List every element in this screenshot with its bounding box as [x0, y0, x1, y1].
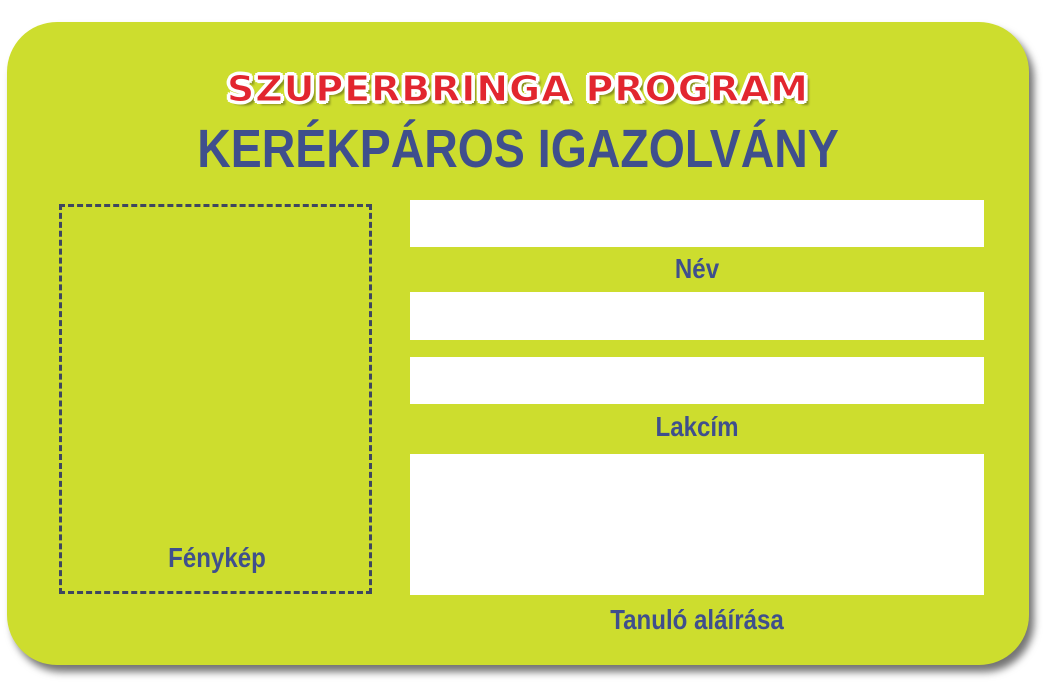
name-label: Név [674, 253, 720, 284]
id-card [7, 22, 1029, 665]
program-title: SZUPERBRINGA PROGRAM [227, 69, 809, 110]
name-field[interactable] [410, 200, 984, 247]
address-label: Lakcím [655, 411, 739, 442]
signature-label: Tanuló aláírása [610, 604, 784, 635]
card-title: KERÉKPÁROS IGAZOLVÁNY [197, 119, 839, 179]
photo-label: Fénykép [168, 542, 266, 573]
photo-placeholder[interactable] [59, 204, 372, 594]
signature-field[interactable] [410, 454, 984, 595]
address-field-line-2[interactable] [410, 357, 984, 404]
address-field-line-1[interactable] [410, 292, 984, 340]
